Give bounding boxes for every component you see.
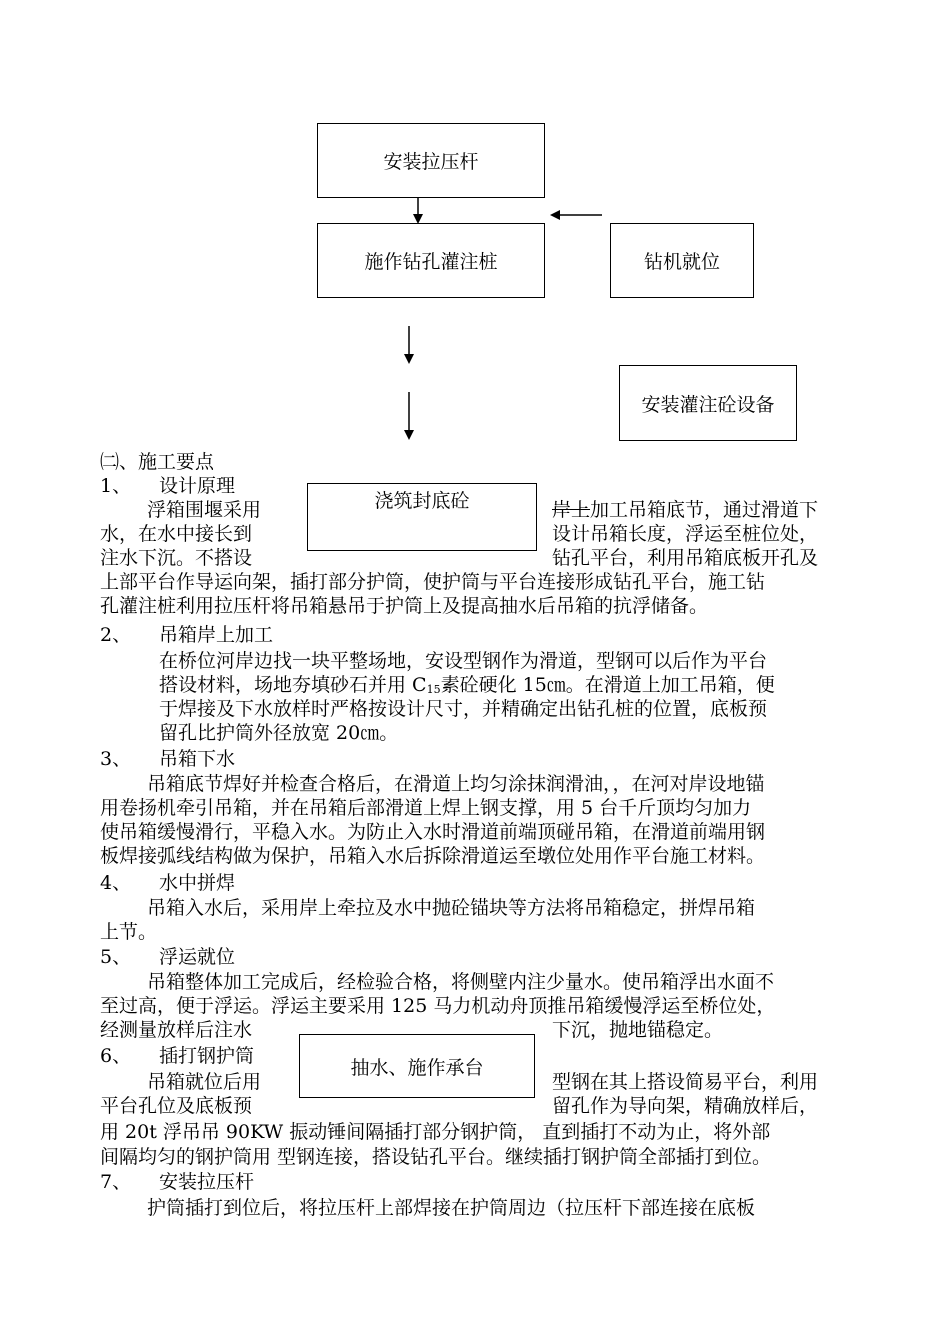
paragraph-line: 用 20t 浮吊吊 90KW 振动锤间隔插打部分钢护筒， 直到插打不动为止，将外部 — [100, 1121, 771, 1143]
paragraph-line: 吊箱入水后，采用岸上牵拉及水中抛砼锚块等方法将吊箱稳定，拼焊吊箱 — [147, 897, 756, 919]
paragraph-line: 留孔比护筒外径放宽 20㎝。 — [159, 722, 399, 744]
item-number: 4、 — [100, 872, 132, 894]
paragraph-line: 吊箱底节焊好并检查合格后，在滑道上均匀涂抹润滑油，，在河对岸设地锚 — [147, 773, 765, 795]
arrowhead-left-1 — [550, 210, 560, 220]
paragraph-line: 浮箱围堰采用 — [147, 499, 262, 521]
struck-text: 岸上 — [552, 499, 591, 521]
subscript: 15 — [426, 683, 441, 696]
item-title: 插打钢护筒 — [159, 1045, 255, 1067]
paragraph-line: 吊箱就位后用 — [147, 1071, 262, 1093]
paragraph-line: 平台孔位及底板预 — [100, 1095, 253, 1117]
flow-box-label: 施作钻孔灌注桩 — [364, 251, 498, 273]
item-number: 1、 — [100, 475, 132, 497]
item-number: 6、 — [100, 1045, 132, 1067]
item-number: 2、 — [100, 624, 132, 646]
paragraph-line: 在桥位河岸边找一块平整场地，安设型钢作为滑道，型钢可以后作为平台 — [159, 650, 768, 672]
paragraph-line: 注水下沉。不搭设 — [100, 547, 253, 569]
item-number: 3、 — [100, 748, 132, 770]
arrowhead-down-2 — [404, 354, 414, 364]
paragraph-line: 型钢在其上搭设简易平台，利用 — [552, 1071, 819, 1093]
arrowhead-down-1 — [413, 214, 423, 224]
flow-box-label: 安装拉压杆 — [383, 151, 479, 173]
paragraph-line: 留孔作为导向架，精确放样后， — [552, 1095, 819, 1117]
item-number: 5、 — [100, 946, 132, 968]
paragraph-line: 护筒插打到位后，将拉压杆上部焊接在护筒周边（拉压杆下部连接在底板 — [147, 1197, 756, 1219]
paragraph-line: 下沉，抛地锚稳定。 — [552, 1019, 724, 1041]
item-title: 水中拼焊 — [159, 872, 236, 894]
item-title: 吊箱下水 — [159, 748, 236, 770]
paragraph-line: 使吊箱缓慢滑行，平稳入水。为防止入水时滑道前端顶碰吊箱，在滑道前端用钢 — [100, 821, 766, 843]
item-title: 浮运就位 — [159, 946, 236, 968]
item-number: 7、 — [100, 1171, 132, 1193]
flow-box-label: 浇筑封底砼 — [374, 490, 470, 512]
paragraph-line: 设计吊箱长度，浮运至桩位处， — [552, 523, 819, 545]
text-run: 素砼硬化 15㎝。在滑道上加工吊箱，便 — [440, 674, 775, 696]
flow-box-label: 钻机就位 — [643, 251, 720, 273]
paragraph-line: 上节。 — [100, 921, 158, 943]
item-title: 安装拉压杆 — [159, 1171, 255, 1193]
paragraph-line: 上部平台作导运向架，插打部分护筒，使护筒与平台连接形成钻孔平台，施工钻 — [100, 571, 766, 593]
item-title: 设计原理 — [159, 475, 236, 497]
paragraph-line: 钻孔平台，利用吊箱底板开孔及 — [552, 547, 819, 569]
paragraph-line: 经测量放样后注水 — [100, 1019, 253, 1041]
paragraph-line: 孔灌注桩利用拉压杆将吊箱悬吊于护筒上及提高抽水后吊箱的抗浮储备。 — [100, 595, 709, 617]
paragraph-line: 板焊接弧线结构做为保护，吊箱入水后拆除滑道运至墩位处用作平台施工材料。 — [100, 845, 766, 867]
arrowhead-down-3 — [404, 430, 414, 440]
flow-box-label: 安装灌注砼设备 — [641, 393, 775, 416]
paragraph-line: 水，在水中接长到 — [100, 523, 253, 545]
flow-box-label: 抽水、施作承台 — [350, 1056, 484, 1079]
section-heading: ㈡、施工要点 — [100, 451, 215, 473]
paragraph-line: 用卷扬机牵引吊箱，并在吊箱后部滑道上焊上钢支撑，用 5 台千斤顶均匀加力 — [100, 797, 752, 819]
paragraph-line: 至过高，便于浮运。浮运主要采用 125 马力机动舟顶推吊箱缓慢浮运至桥位处， — [100, 995, 776, 1017]
paragraph-line: 间隔均匀的钢护筒用 型钢连接，搭设钻孔平台。继续插打钢护筒全部插打到位。 — [100, 1146, 772, 1168]
paragraph-line: 吊箱整体加工完成后，经检验合格，将侧壁内注少量水。使吊箱浮出水面不 — [147, 971, 775, 993]
item-title: 吊箱岸上加工 — [159, 624, 274, 646]
text-run: 搭设材料，场地夯填砂石并用 C — [159, 674, 427, 696]
text-run: 加工吊箱底节，通过滑道下 — [590, 499, 819, 521]
paragraph-line: 于焊接及下水放样时严格按设计尺寸，并精确定出钻孔桩的位置，底板预 — [159, 698, 768, 720]
